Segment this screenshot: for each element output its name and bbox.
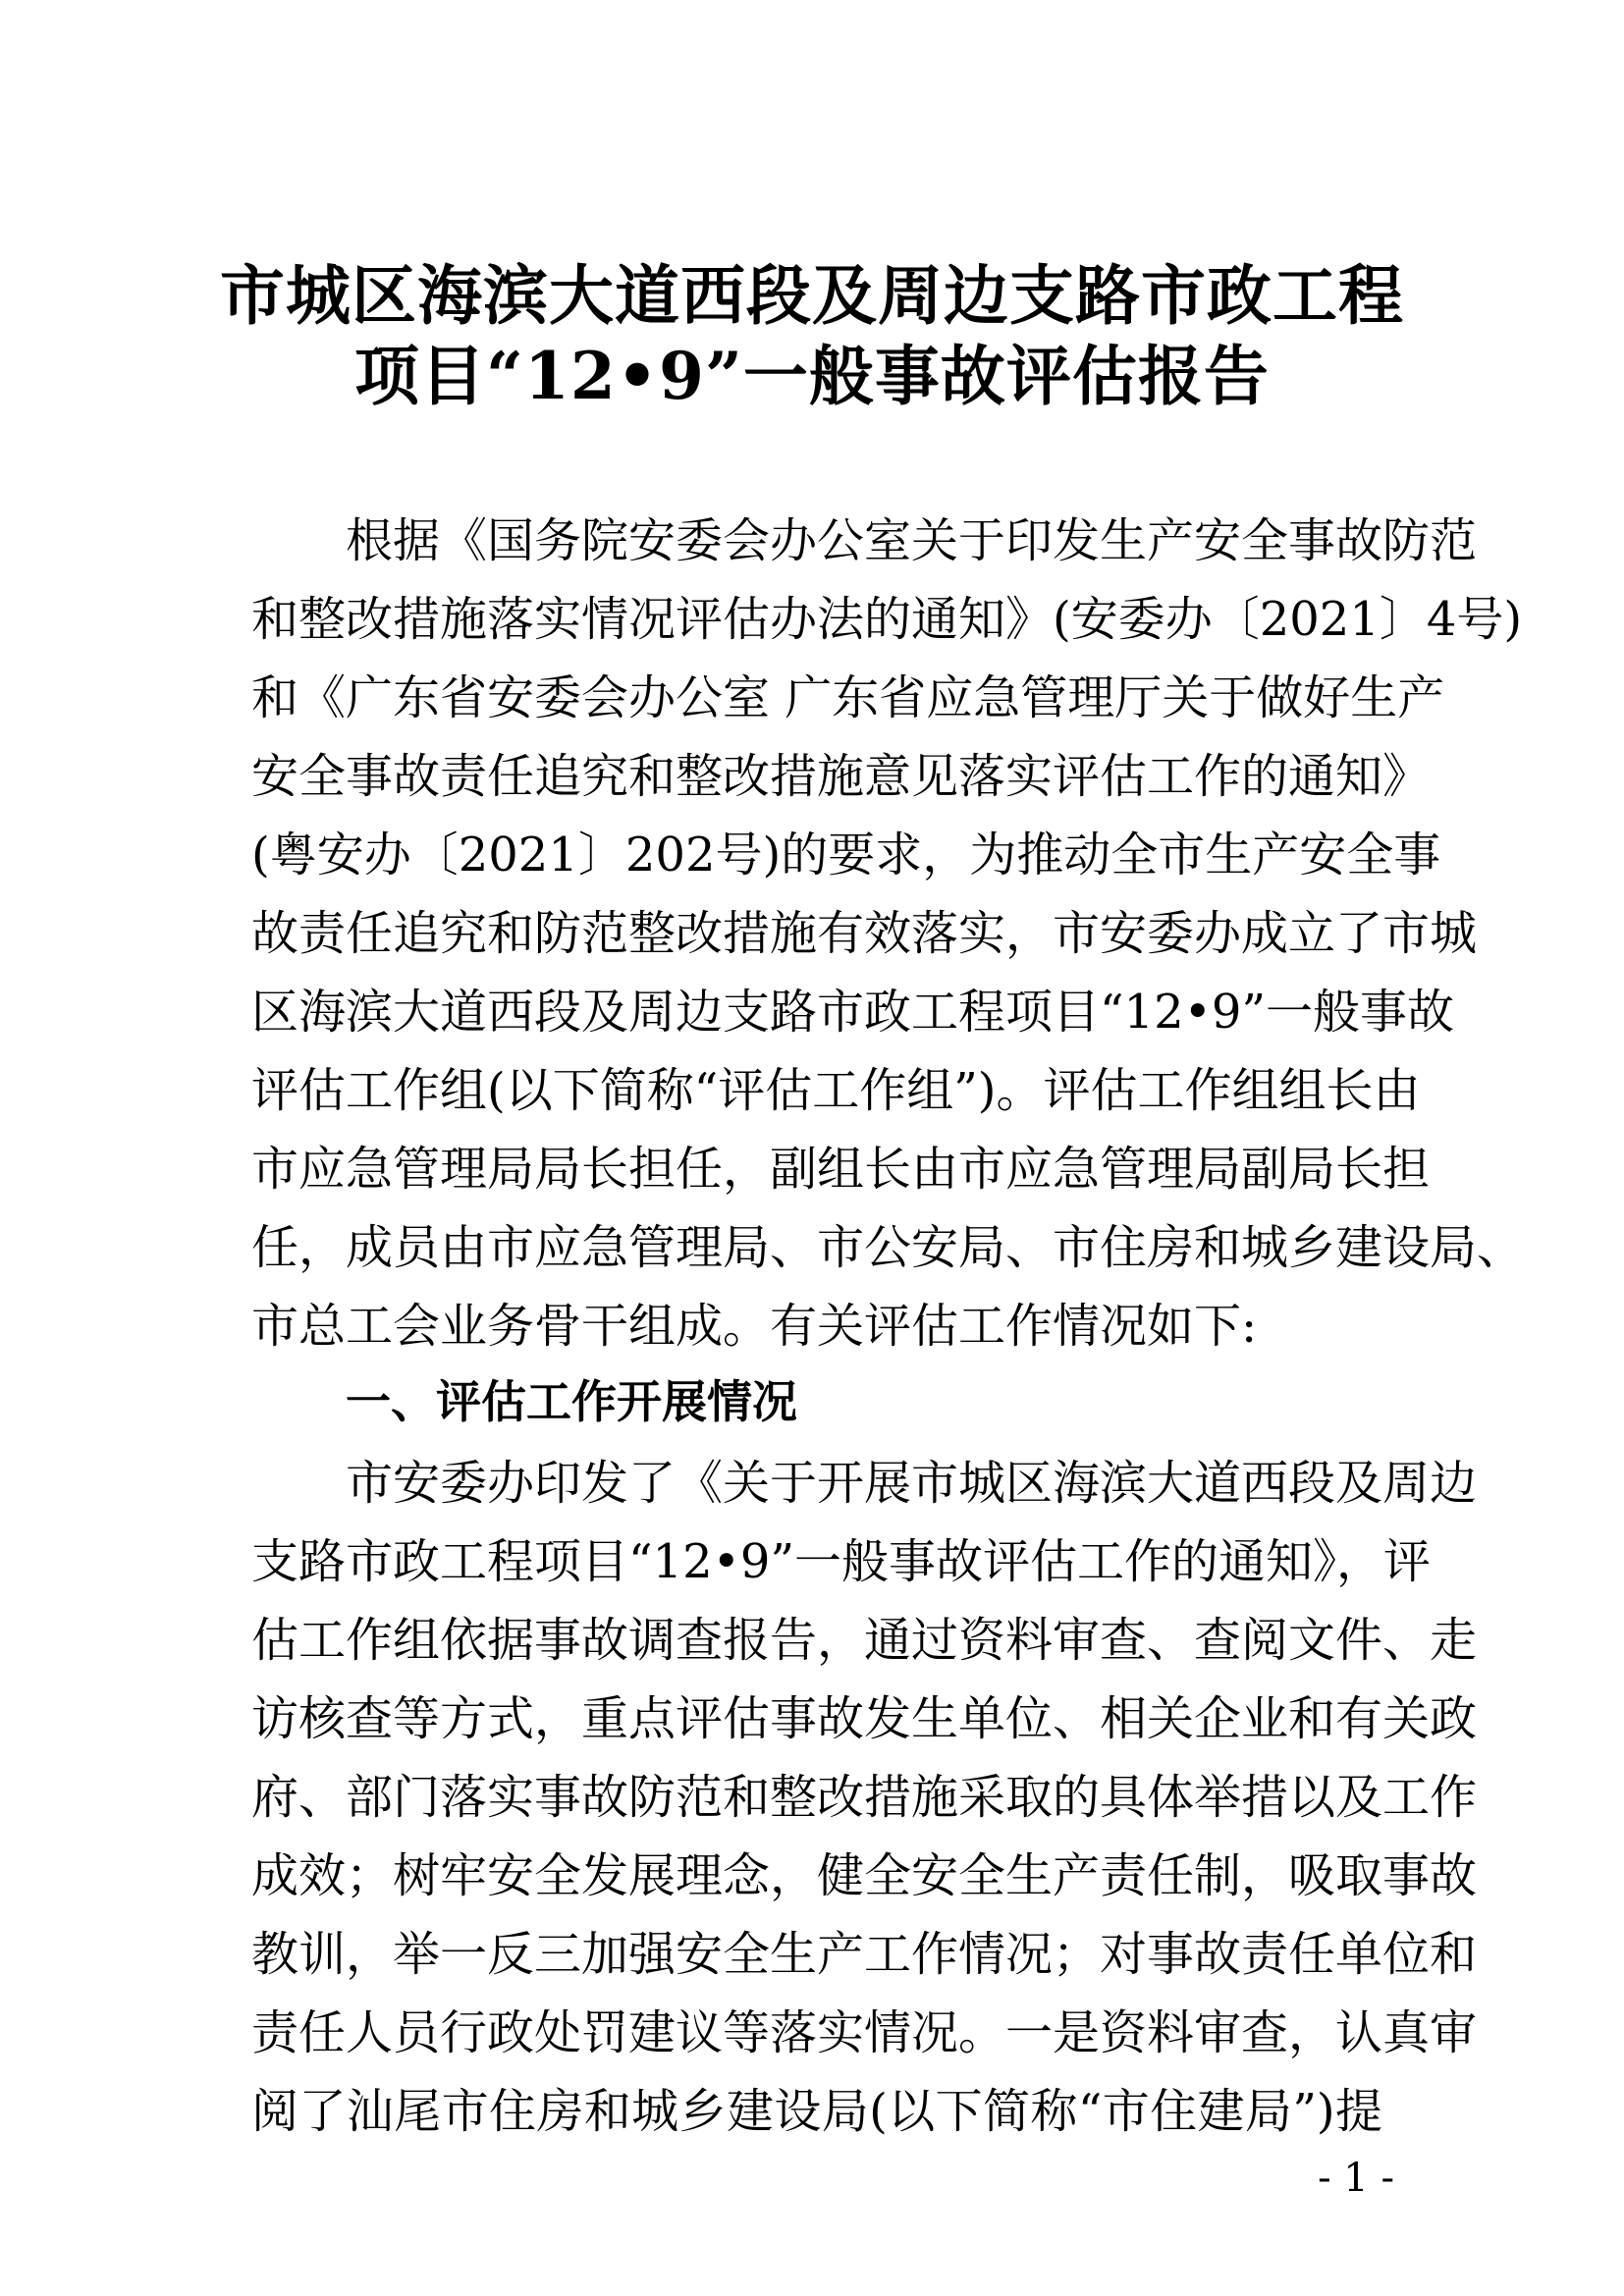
paragraph-2-line: 估工作组依据事故调查报告，通过资料审查、查阅文件、走: [251, 1613, 1478, 1668]
paragraph-1-line: 市总工会业务骨干组成。有关评估工作情况如下:: [251, 1299, 1258, 1354]
paragraph-1-line: 安全事故责任追究和整改措施意见落实评估工作的通知》: [251, 749, 1431, 804]
section-heading: 一、评估工作开展情况: [346, 1375, 797, 1428]
paragraph-2-line: 责任人员行政处罚建议等落实情况。一是资料审查，认真审: [251, 2005, 1478, 2060]
paragraph-2-line: 支路市政工程项目“12•9”一般事故评估工作的通知》，评: [251, 1534, 1432, 1589]
paragraph-1-line: 和《广东省安委会办公室 广东省应急管理厅关于做好生产: [251, 670, 1445, 725]
document-title-line-1: 市城区海滨大道西段及周边支路市政工程: [220, 257, 1404, 334]
paragraph-1-line: 故责任追究和防范整改措施有效落实，市安委办成立了市城: [251, 906, 1478, 961]
paragraph-1-line: 任，成员由市应急管理局、市公安局、市住房和城乡建设局、: [251, 1220, 1525, 1275]
paragraph-2-line: 访核查等方式，重点评估事故发生单位、相关企业和有关政: [251, 1691, 1478, 1746]
paragraph-2-line: 府、部门落实事故防范和整改措施采取的具体举措以及工作: [251, 1770, 1478, 1825]
paragraph-1-line: 市应急管理局局长担任，副组长由市应急管理局副局长担: [251, 1142, 1431, 1197]
paragraph-2-line: 市安委办印发了《关于开展市城区海滨大道西段及周边: [346, 1456, 1478, 1511]
document-title-line-2: 项目“12•9”一般事故评估报告: [354, 338, 1270, 414]
paragraph-1-line: (粤安办〔2021〕202号)的要求，为推动全市生产安全事: [251, 828, 1441, 882]
paragraph-1-line: 和整改措施落实情况评估办法的通知》(安委办〔2021〕4号): [251, 592, 1523, 647]
page-number: - 1 -: [1318, 2156, 1394, 2201]
paragraph-2-line: 成效；树牢安全发展理念，健全安全生产责任制，吸取事故: [251, 1848, 1478, 1903]
paragraph-2-line: 阅了汕尾市住房和城乡建设局(以下简称“市住建局”)提: [251, 2084, 1382, 2139]
paragraph-1-line: 区海滨大道西段及周边支路市政工程项目“12•9”一般事故: [251, 985, 1455, 1040]
paragraph-2-line: 教训，举一反三加强安全生产工作情况；对事故责任单位和: [251, 1927, 1478, 1982]
paragraph-1-line: 根据《国务院安委会办公室关于印发生产安全事故防范: [346, 513, 1478, 568]
paragraph-1-line: 评估工作组(以下简称“评估工作组”)。评估工作组组长由: [251, 1063, 1421, 1118]
